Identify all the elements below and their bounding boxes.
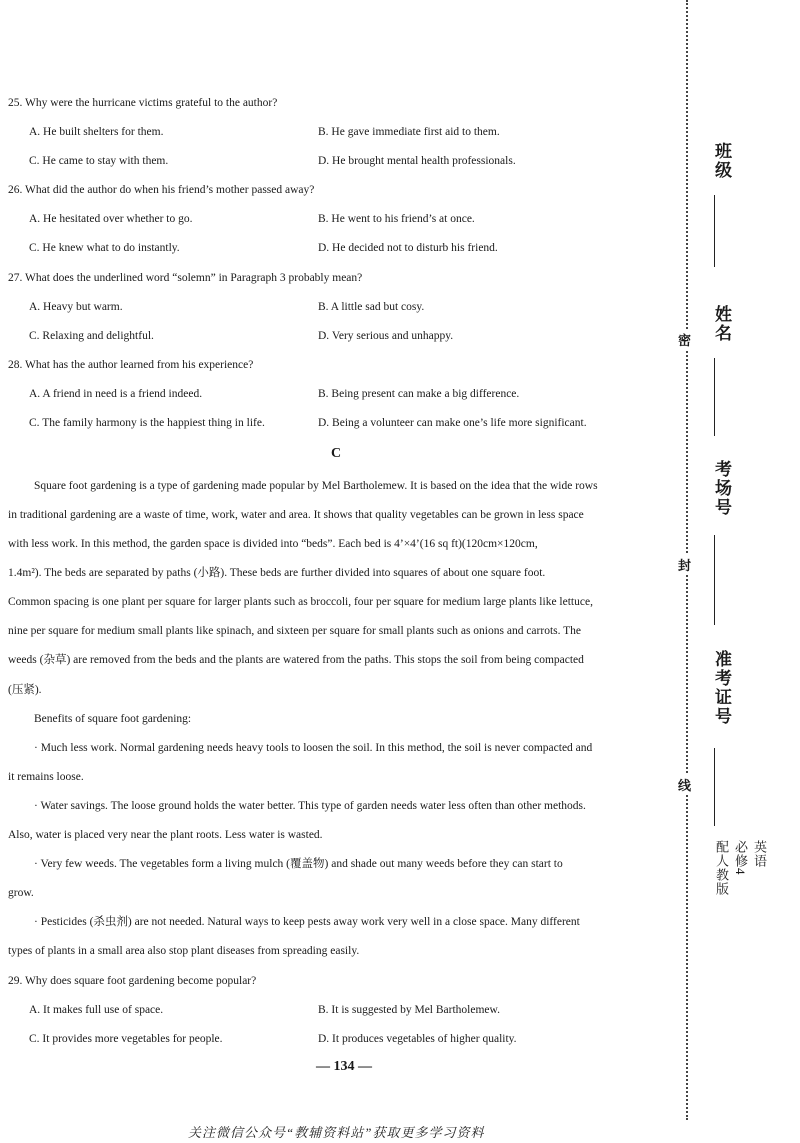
benefit-line: · Pesticides (杀虫剂) are not needed. Natural ways to keep pests away work very well in a close space. Many different (34, 916, 580, 928)
section-heading: C (331, 446, 342, 461)
exam-number-label: 准考证号 (712, 650, 731, 726)
question-26-option-b: B. He went to his friend’s at once. (318, 213, 475, 225)
subject-info (712, 840, 769, 906)
question-29-option-b: B. It is suggested by Mel Bartholemew. (318, 1004, 500, 1016)
question-25-option-a: A. He built shelters for them. (29, 126, 164, 138)
benefit-line: it remains loose. (8, 771, 84, 783)
seal-mark-feng: 封 (678, 555, 691, 574)
question-27-stem: 27. What does the underlined word “solemn” in Paragraph 3 probably mean? (8, 272, 363, 284)
subject-name: 英语 (752, 840, 767, 868)
question-28-option-a: A. A friend in need is a friend indeed. (29, 388, 203, 400)
question-26-stem: 26. What did the author do when his friend’s mother passed away? (8, 184, 315, 196)
passage-line: nine per square for medium small plants like spinach, and sixteen per square for small plants such as onions and carrots. The (8, 625, 582, 637)
benefit-line: grow. (8, 887, 34, 899)
benefits-heading: Benefits of square foot gardening: (34, 713, 192, 725)
question-27-option-a: A. Heavy but warm. (29, 301, 123, 313)
benefit-line: Also, water is placed very near the plant roots. Less water is wasted. (8, 829, 323, 841)
question-25-option-c: C. He came to stay with them. (29, 155, 169, 167)
question-27-option-c: C. Relaxing and delightful. (29, 330, 154, 342)
question-26-option-d: D. He decided not to disturb his friend. (318, 242, 498, 254)
question-25-option-b: B. He gave immediate first aid to them. (318, 126, 500, 138)
exam-room-label: 考场号 (712, 460, 731, 517)
name-label: 姓名 (712, 305, 731, 343)
passage-line: 1.4m²). The beds are separated by paths (小路). These beds are further divided into squares of about one square foot. (8, 567, 546, 579)
benefit-line: types of plants in a small area also stop plant diseases from spreading easily. (8, 945, 360, 957)
question-28-stem: 28. What has the author learned from his experience? (8, 359, 254, 371)
question-25-option-d: D. He brought mental health professionals. (318, 155, 516, 167)
class-label: 班级 (712, 142, 731, 180)
subject-volume: 必修4 (733, 840, 748, 876)
benefit-line: · Water savings. The loose ground holds the water better. This type of garden needs water less often than other methods. (34, 800, 586, 812)
footer-note: 关注微信公众号“教辅资料站”获取更多学习资料 (188, 1125, 485, 1140)
question-29-stem: 29. Why does square foot gardening become popular? (8, 975, 257, 987)
question-28-option-b: B. Being present can make a big difference. (318, 388, 520, 400)
question-28-option-d: D. Being a volunteer can make one’s life more significant. (318, 417, 587, 429)
binding-margin (680, 0, 800, 1143)
question-27-option-b: B. A little sad but cosy. (318, 301, 425, 313)
benefit-line: · Very few weeds. The vegetables form a living mulch (覆盖物) and shade out many weeds before they can start to (34, 858, 563, 870)
class-field-line (714, 195, 715, 267)
name-field-line (714, 358, 715, 436)
question-28-option-c: C. The family harmony is the happiest thing in life. (29, 417, 265, 429)
question-27-option-d: D. Very serious and unhappy. (318, 330, 454, 342)
seal-mark-mi: 密 (678, 330, 691, 349)
passage-line: Common spacing is one plant per square for larger plants such as broccoli, four per square for medium large plants like lettuce, (8, 596, 593, 608)
page-number: — 134 — (316, 1059, 372, 1074)
subject-edition: 配人教版 (714, 840, 729, 896)
passage-line: in traditional gardening are a waste of time, work, water and area. It shows that quality vegetables can be grown in less space (8, 509, 584, 521)
question-26-option-c: C. He knew what to do instantly. (29, 242, 180, 254)
question-29-option-a: A. It makes full use of space. (29, 1004, 164, 1016)
question-26-option-a: A. He hesitated over whether to go. (29, 213, 193, 225)
exam-number-field-line (714, 748, 715, 826)
seal-mark-xian: 线 (678, 775, 691, 794)
benefit-line: · Much less work. Normal gardening needs heavy tools to loosen the soil. In this method, the soil is never compacted and (34, 742, 593, 754)
passage-line: with less work. In this method, the garden space is divided into “beds”. Each bed is 4’×4’(16 sq ft)(120cm×120cm, (8, 538, 538, 550)
passage-line: (压紧). (8, 684, 42, 696)
question-25-stem: 25. Why were the hurricane victims grateful to the author? (8, 97, 278, 109)
passage-line: Square foot gardening is a type of gardening made popular by Mel Bartholemew. It is based on the idea that the wide rows (34, 480, 598, 492)
exam-room-field-line (714, 535, 715, 625)
passage-line: weeds (杂草) are removed from the beds and the plants are watered from the paths. This stops the soil from being compacted (8, 654, 584, 666)
question-29-option-d: D. It produces vegetables of higher quality. (318, 1033, 517, 1045)
question-29-option-c: C. It provides more vegetables for people. (29, 1033, 223, 1045)
